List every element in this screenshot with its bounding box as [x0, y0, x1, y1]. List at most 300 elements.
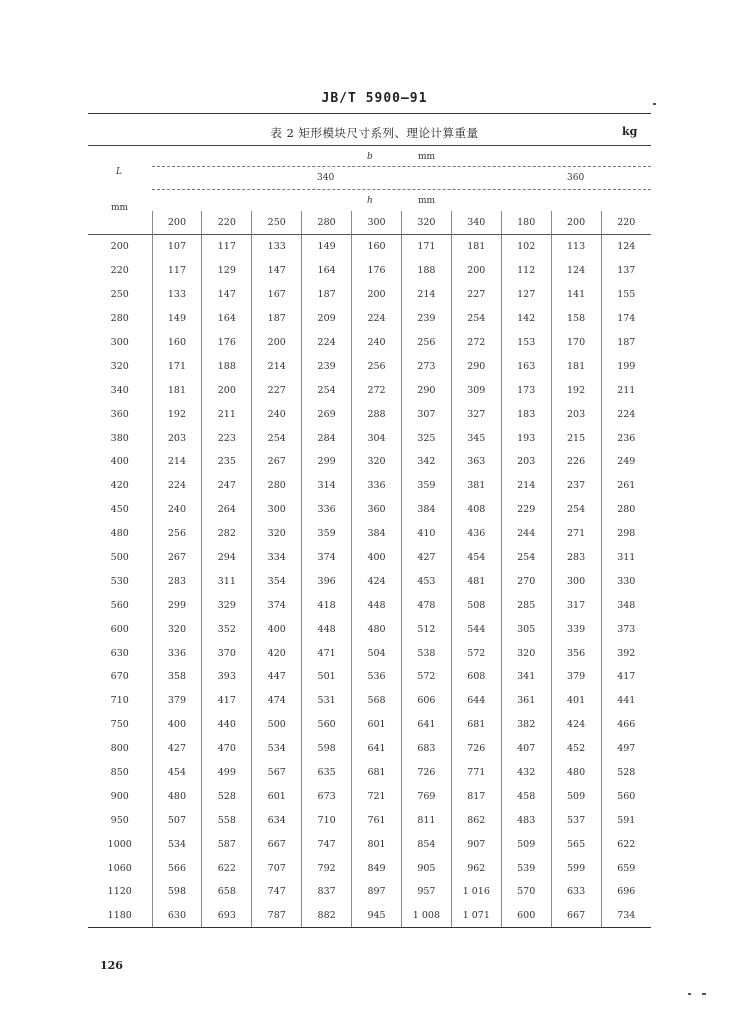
weight-cell: 290 — [401, 378, 451, 402]
table-row — [88, 546, 651, 570]
weight-cell: 408 — [451, 498, 501, 522]
weight-cell: 334 — [252, 546, 302, 570]
weight-cell: 240 — [352, 331, 402, 355]
weight-cell: 137 — [601, 259, 651, 283]
table-row — [88, 498, 651, 522]
weight-cell: 558 — [202, 808, 252, 832]
weight-cell: 710 — [302, 808, 352, 832]
weight-cell: 448 — [302, 617, 352, 641]
weight-cell: 570 — [501, 880, 551, 904]
weight-cell: 200 — [252, 331, 302, 355]
weight-cell: 224 — [302, 331, 352, 355]
weight-cell: 224 — [352, 307, 402, 331]
table-title: 表 2 矩形模块尺寸系列、理论计算重量 — [270, 126, 479, 140]
weight-cell: 747 — [302, 832, 352, 856]
weight-cell: 339 — [551, 617, 601, 641]
length-cell: 450 — [110, 504, 129, 516]
weight-cell: 659 — [601, 856, 651, 880]
length-cell: 300 — [110, 337, 129, 348]
weight-cell: 957 — [401, 880, 451, 904]
weight-cell: 271 — [551, 522, 601, 546]
weight-cell: 658 — [202, 880, 252, 904]
weight-cell: 537 — [551, 808, 601, 832]
weight-cell: 528 — [601, 761, 651, 785]
table-row — [88, 354, 651, 378]
weight-cell: 634 — [252, 808, 302, 832]
weight-cell: 681 — [352, 761, 402, 785]
h-value-header: 300 — [352, 211, 402, 235]
row-head-symbol: L — [116, 167, 122, 177]
table-row — [88, 737, 651, 761]
weight-cell: 536 — [352, 665, 402, 689]
weight-cell: 474 — [252, 689, 302, 713]
weight-cell: 801 — [352, 832, 402, 856]
weight-cell: 236 — [601, 426, 651, 450]
length-cell: 1000 — [107, 838, 132, 850]
length-cell: 850 — [110, 767, 129, 779]
weight-cell: 300 — [252, 498, 302, 522]
weight-cell: 792 — [302, 856, 352, 880]
weight-cell: 203 — [551, 402, 601, 426]
weight-cell: 400 — [152, 713, 202, 737]
weight-cell: 358 — [152, 665, 202, 689]
weight-cell: 141 — [551, 283, 601, 307]
weight-cell: 244 — [501, 522, 551, 546]
weight-cell: 226 — [551, 450, 601, 474]
weight-cell: 307 — [401, 402, 451, 426]
row-head-cell — [88, 211, 152, 235]
weight-cell: 598 — [302, 737, 352, 761]
weight-cell: 215 — [551, 426, 601, 450]
length-cell: 500 — [110, 552, 129, 564]
b-rule — [152, 166, 651, 167]
h-value-row — [88, 211, 651, 235]
weight-cell: 117 — [152, 259, 202, 283]
weight-cell: 129 — [202, 259, 252, 283]
scan-speck — [653, 103, 656, 105]
weight-cell: 509 — [551, 784, 601, 808]
weight-cell: 587 — [202, 832, 252, 856]
weight-cell: 284 — [302, 426, 352, 450]
table-row — [88, 450, 651, 474]
weight-cell: 112 — [501, 259, 551, 283]
weight-cell: 480 — [551, 761, 601, 785]
weight-cell: 528 — [202, 784, 252, 808]
weight-cell: 285 — [501, 593, 551, 617]
length-cell: 1180 — [107, 910, 132, 922]
weight-cell: 707 — [252, 856, 302, 880]
weight-cell: 214 — [252, 354, 302, 378]
weight-cell: 862 — [451, 808, 501, 832]
weight-cell: 256 — [352, 354, 402, 378]
length-cell: 280 — [110, 313, 129, 325]
length-cell: 360 — [110, 408, 129, 420]
header-rule — [88, 113, 651, 114]
weight-cell: 227 — [451, 283, 501, 307]
weight-cell: 330 — [601, 569, 651, 593]
weight-cell: 327 — [451, 402, 501, 426]
weight-cell: 600 — [501, 904, 551, 928]
weight-cell: 133 — [252, 235, 302, 259]
weight-cell: 480 — [352, 617, 402, 641]
table-row — [88, 474, 651, 498]
weight-cell: 534 — [152, 832, 202, 856]
weight-cell: 418 — [302, 593, 352, 617]
table-row — [88, 832, 651, 856]
table-row — [88, 378, 651, 402]
weight-cell: 336 — [352, 474, 402, 498]
weight-cell: 320 — [252, 522, 302, 546]
weight-cell: 224 — [152, 474, 202, 498]
weight-cell: 224 — [601, 402, 651, 426]
weight-cell: 192 — [551, 378, 601, 402]
weight-cell: 329 — [202, 593, 252, 617]
weight-cell: 325 — [401, 426, 451, 450]
weight-cell: 239 — [401, 307, 451, 331]
weight-cell: 401 — [551, 689, 601, 713]
weight-cell: 568 — [352, 689, 402, 713]
weight-cell: 280 — [252, 474, 302, 498]
weight-cell: 314 — [302, 474, 352, 498]
weight-cell: 544 — [451, 617, 501, 641]
weight-cell: 113 — [551, 235, 601, 259]
weight-cell: 601 — [252, 784, 302, 808]
weight-cell: 240 — [252, 402, 302, 426]
weight-cell: 379 — [551, 665, 601, 689]
weight-cell: 565 — [551, 832, 601, 856]
length-cell: 670 — [110, 671, 129, 683]
length-cell: 1120 — [107, 886, 132, 898]
table-row — [88, 880, 651, 904]
table-row — [88, 761, 651, 785]
weight-cell: 384 — [401, 498, 451, 522]
weight-cell: 147 — [202, 283, 252, 307]
weight-cell: 427 — [401, 546, 451, 570]
weight-cell: 282 — [202, 522, 252, 546]
weight-cell: 288 — [352, 402, 402, 426]
weight-cell: 320 — [152, 617, 202, 641]
weight-cell: 298 — [601, 522, 651, 546]
weight-cell: 447 — [252, 665, 302, 689]
weight-cell: 466 — [601, 713, 651, 737]
weight-cell: 188 — [401, 259, 451, 283]
weight-cell: 572 — [451, 641, 501, 665]
length-cell: 480 — [110, 528, 129, 540]
weight-cell: 272 — [352, 378, 402, 402]
length-cell: 800 — [110, 743, 129, 755]
weight-cell: 214 — [401, 283, 451, 307]
length-cell: 560 — [110, 599, 129, 611]
weight-cell: 599 — [551, 856, 601, 880]
weight-cell: 320 — [352, 450, 402, 474]
weight-cell: 507 — [152, 808, 202, 832]
weight-cell: 761 — [352, 808, 402, 832]
weight-cell: 264 — [202, 498, 252, 522]
weight-cell: 622 — [601, 832, 651, 856]
weight-cell: 299 — [152, 593, 202, 617]
weight-cell: 531 — [302, 689, 352, 713]
weight-cell: 309 — [451, 378, 501, 402]
weight-cell: 811 — [401, 808, 451, 832]
h-unit: mm — [418, 196, 436, 206]
weight-cell: 203 — [501, 450, 551, 474]
weight-cell: 305 — [501, 617, 551, 641]
h-value-header: 200 — [551, 211, 601, 235]
table-row — [88, 856, 651, 880]
table-row — [88, 426, 651, 450]
table-body — [88, 235, 651, 928]
weight-cell: 539 — [501, 856, 551, 880]
h-value-header: 220 — [601, 211, 651, 235]
weight-cell: 149 — [302, 235, 352, 259]
weight-cell: 726 — [401, 761, 451, 785]
weight-cell: 267 — [252, 450, 302, 474]
weight-cell: 410 — [401, 522, 451, 546]
weight-cell: 133 — [152, 283, 202, 307]
weight-cell: 454 — [152, 761, 202, 785]
weight-cell: 304 — [352, 426, 402, 450]
weight-cell: 211 — [601, 378, 651, 402]
weight-cell: 849 — [352, 856, 402, 880]
weight-cell: 299 — [302, 450, 352, 474]
weight-cell: 273 — [401, 354, 451, 378]
table-row — [88, 641, 651, 665]
b-group-360: 360 — [567, 173, 585, 183]
weight-cell: 164 — [202, 307, 252, 331]
weight-cell: 454 — [451, 546, 501, 570]
weight-cell: 199 — [601, 354, 651, 378]
weight-cell: 436 — [451, 522, 501, 546]
weight-cell: 267 — [152, 546, 202, 570]
table-row — [88, 689, 651, 713]
weight-cell: 163 — [501, 354, 551, 378]
table-row — [88, 307, 651, 331]
weight-cell: 483 — [501, 808, 551, 832]
weight-cell: 633 — [551, 880, 601, 904]
weight-cell: 837 — [302, 880, 352, 904]
weight-cell: 160 — [352, 235, 402, 259]
table-row — [88, 665, 651, 689]
weight-cell: 478 — [401, 593, 451, 617]
length-cell: 1060 — [107, 862, 132, 874]
weight-cell: 223 — [202, 426, 252, 450]
weight-cell: 374 — [252, 593, 302, 617]
h-value-header: 320 — [401, 211, 451, 235]
weight-cell: 181 — [152, 378, 202, 402]
weight-cell: 606 — [401, 689, 451, 713]
weight-cell: 272 — [451, 331, 501, 355]
weight-cell: 283 — [152, 569, 202, 593]
length-cell: 400 — [110, 456, 129, 468]
weight-cell: 598 — [152, 880, 202, 904]
weight-cell: 158 — [551, 307, 601, 331]
weight-cell: 147 — [252, 259, 302, 283]
table-row — [88, 593, 651, 617]
row-head-unit: mm — [111, 203, 129, 213]
scan-speck — [702, 993, 706, 995]
weight-cell: 256 — [401, 331, 451, 355]
weight-cell: 249 — [601, 450, 651, 474]
weight-cell: 373 — [601, 617, 651, 641]
weight-cell: 200 — [202, 378, 252, 402]
table-row — [88, 522, 651, 546]
length-cell: 950 — [110, 814, 129, 826]
weight-cell: 336 — [152, 641, 202, 665]
h-symbol: h — [367, 196, 373, 206]
weight-cell: 370 — [202, 641, 252, 665]
length-cell: 250 — [110, 289, 129, 301]
weight-cell: 164 — [302, 259, 352, 283]
weight-cell: 254 — [551, 498, 601, 522]
length-cell: 200 — [110, 241, 129, 253]
h-value-header: 180 — [501, 211, 551, 235]
weight-cell: 1 016 — [451, 880, 501, 904]
weight-cell: 160 — [152, 331, 202, 355]
weight-cell: 209 — [302, 307, 352, 331]
weight-cell: 508 — [451, 593, 501, 617]
weight-cell: 407 — [501, 737, 551, 761]
weight-cell: 341 — [501, 665, 551, 689]
weight-cell: 235 — [202, 450, 252, 474]
weight-cell: 200 — [352, 283, 402, 307]
weight-cell: 336 — [302, 498, 352, 522]
weight-cell: 396 — [302, 569, 352, 593]
weight-cell: 203 — [152, 426, 202, 450]
weight-cell: 311 — [202, 569, 252, 593]
weight-cell: 560 — [601, 784, 651, 808]
weight-cell: 300 — [551, 569, 601, 593]
b-unit: mm — [418, 152, 436, 162]
weight-cell: 721 — [352, 784, 402, 808]
weight-cell: 317 — [551, 593, 601, 617]
standard-code: JB/T 5900—91 — [321, 91, 428, 106]
weight-cell: 907 — [451, 832, 501, 856]
weight-cell: 254 — [302, 378, 352, 402]
weight-cell: 567 — [252, 761, 302, 785]
length-cell: 320 — [110, 360, 129, 372]
weight-cell: 420 — [252, 641, 302, 665]
weight-cell: 254 — [252, 426, 302, 450]
weight-cell: 400 — [252, 617, 302, 641]
weight-cell: 124 — [551, 259, 601, 283]
weight-cell: 342 — [401, 450, 451, 474]
h-value-header: 340 — [451, 211, 501, 235]
weight-cell: 393 — [202, 665, 252, 689]
b-symbol: b — [367, 152, 373, 162]
weight-cell: 458 — [501, 784, 551, 808]
weight-cell: 176 — [352, 259, 402, 283]
weight-cell: 945 — [352, 904, 402, 928]
length-cell: 220 — [110, 265, 129, 277]
table-unit: kg — [622, 125, 638, 138]
length-cell: 420 — [110, 480, 129, 492]
weight-cell: 771 — [451, 761, 501, 785]
weight-cell: 448 — [352, 593, 402, 617]
weight-cell: 254 — [501, 546, 551, 570]
weight-cell: 382 — [501, 713, 551, 737]
weight-cell: 1 008 — [401, 904, 451, 928]
weight-cell: 512 — [401, 617, 451, 641]
weight-cell: 471 — [302, 641, 352, 665]
weight-cell: 181 — [551, 354, 601, 378]
weight-cell: 359 — [302, 522, 352, 546]
weight-cell: 534 — [252, 737, 302, 761]
weight-cell: 641 — [401, 713, 451, 737]
weight-cell: 173 — [501, 378, 551, 402]
weight-cell: 360 — [352, 498, 402, 522]
weight-cell: 320 — [501, 641, 551, 665]
weight-cell: 560 — [302, 713, 352, 737]
length-cell: 630 — [110, 647, 129, 659]
weight-cell: 384 — [352, 522, 402, 546]
weight-cell: 417 — [601, 665, 651, 689]
weight-cell: 261 — [601, 474, 651, 498]
weight-cell: 294 — [202, 546, 252, 570]
weight-cell: 117 — [202, 235, 252, 259]
weight-cell: 566 — [152, 856, 202, 880]
table-row — [88, 904, 651, 928]
weight-cell: 424 — [551, 713, 601, 737]
weight-cell: 470 — [202, 737, 252, 761]
scan-speck — [688, 993, 691, 995]
weight-cell: 269 — [302, 402, 352, 426]
weight-cell: 174 — [601, 307, 651, 331]
table-row — [88, 235, 651, 259]
length-cell: 380 — [110, 432, 129, 444]
weight-cell: 227 — [252, 378, 302, 402]
b-group-340: 340 — [317, 173, 335, 183]
weight-cell: 214 — [152, 450, 202, 474]
weight-cell: 187 — [601, 331, 651, 355]
weight-cell: 572 — [401, 665, 451, 689]
weight-cell: 142 — [501, 307, 551, 331]
weight-cell: 635 — [302, 761, 352, 785]
weight-cell: 171 — [401, 235, 451, 259]
weight-cell: 693 — [202, 904, 252, 928]
weight-cell: 441 — [601, 689, 651, 713]
weight-cell: 481 — [451, 569, 501, 593]
weight-cell: 400 — [352, 546, 402, 570]
weight-table — [88, 211, 651, 928]
weight-cell: 962 — [451, 856, 501, 880]
weight-cell: 683 — [401, 737, 451, 761]
weight-cell: 905 — [401, 856, 451, 880]
weight-cell: 1 071 — [451, 904, 501, 928]
weight-cell: 453 — [401, 569, 451, 593]
weight-cell: 769 — [401, 784, 451, 808]
weight-cell: 171 — [152, 354, 202, 378]
weight-cell: 747 — [252, 880, 302, 904]
weight-cell: 374 — [302, 546, 352, 570]
weight-cell: 352 — [202, 617, 252, 641]
weight-cell: 417 — [202, 689, 252, 713]
h-value-header: 220 — [202, 211, 252, 235]
length-cell: 340 — [110, 384, 129, 396]
weight-cell: 211 — [202, 402, 252, 426]
weight-cell: 499 — [202, 761, 252, 785]
weight-cell: 155 — [601, 283, 651, 307]
weight-cell: 787 — [252, 904, 302, 928]
length-cell: 530 — [110, 575, 129, 587]
weight-cell: 167 — [252, 283, 302, 307]
weight-cell: 644 — [451, 689, 501, 713]
weight-cell: 641 — [352, 737, 402, 761]
weight-cell: 290 — [451, 354, 501, 378]
weight-cell: 882 — [302, 904, 352, 928]
h-value-header: 250 — [252, 211, 302, 235]
weight-cell: 356 — [551, 641, 601, 665]
weight-cell: 354 — [252, 569, 302, 593]
